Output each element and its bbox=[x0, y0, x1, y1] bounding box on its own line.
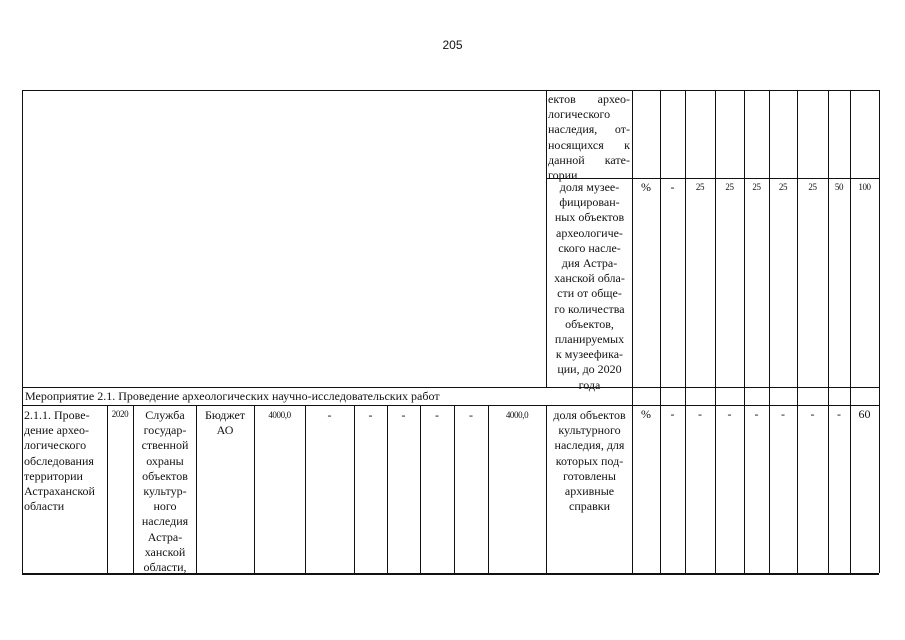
activity-name: Астраханской bbox=[24, 484, 95, 498]
v-rule bbox=[715, 90, 716, 573]
activity-indicator: доля объектов bbox=[553, 408, 626, 422]
executor-text: государ- bbox=[143, 423, 187, 438]
indicator-text: доля музее- bbox=[559, 180, 620, 194]
continuation-text: логического bbox=[548, 107, 611, 122]
value-cell: 100 bbox=[858, 182, 871, 192]
indicator-text: фицирован- bbox=[559, 195, 620, 210]
activity-name: 2.1.1. Прове- bbox=[24, 408, 90, 422]
v-rule bbox=[354, 405, 355, 573]
v-rule bbox=[107, 405, 108, 573]
executor-text: Астра- bbox=[147, 529, 183, 544]
executor-text: наследия bbox=[141, 514, 189, 529]
value-cell: 25 bbox=[725, 182, 734, 192]
activity-indicator: справки bbox=[569, 499, 610, 514]
value-cell: 25 bbox=[808, 182, 817, 192]
year-cell: 2020 bbox=[111, 409, 129, 419]
activity-indicator: готовлены bbox=[563, 468, 616, 483]
executor-text: объектов bbox=[142, 468, 188, 483]
value-cell: - bbox=[698, 407, 702, 421]
v-rule bbox=[254, 405, 255, 573]
v-rule bbox=[454, 405, 455, 573]
value-cell: 25 bbox=[752, 182, 761, 192]
value-cell: - bbox=[670, 180, 675, 194]
v-rule bbox=[769, 90, 770, 573]
v-rule bbox=[22, 90, 23, 573]
year-value-cell: - bbox=[368, 408, 373, 422]
value-cell: - bbox=[670, 407, 675, 421]
executor-text: Служба bbox=[145, 408, 185, 422]
indicator-text: ции, до 2020 bbox=[557, 362, 622, 377]
continuation-text: гории bbox=[548, 168, 578, 182]
indicator-text: археологиче- bbox=[556, 225, 623, 240]
v-rule bbox=[387, 405, 388, 573]
activity-name: обследования bbox=[24, 453, 94, 468]
value-cell: - bbox=[810, 407, 815, 421]
continuation-text: носящихся к bbox=[548, 137, 630, 152]
indicator-text: ского насле- bbox=[558, 240, 621, 255]
activity-name: дение архео- bbox=[24, 423, 89, 438]
indicator-text: к музеефика- bbox=[555, 347, 624, 362]
executor-text: охраны bbox=[146, 453, 184, 468]
indicator-text: ных объектов bbox=[554, 210, 625, 225]
funding-source: Бюджет bbox=[204, 408, 246, 422]
unit-cell: % bbox=[641, 407, 651, 421]
activity-indicator: наследия, для bbox=[554, 438, 625, 453]
v-rule bbox=[828, 90, 829, 573]
year-value-cell: - bbox=[401, 408, 406, 422]
value-cell: - bbox=[781, 407, 785, 421]
h-rule bbox=[22, 90, 879, 91]
indicator-text: планируемых bbox=[554, 332, 625, 346]
h-rule bbox=[22, 387, 879, 388]
activity-indicator: архивные bbox=[564, 484, 615, 498]
unit-cell: % bbox=[641, 180, 651, 194]
v-rule bbox=[660, 90, 661, 573]
indicator-text: го количества bbox=[554, 301, 625, 316]
section-header: Мероприятие 2.1. Проведение археологических научно-исследовательских работ bbox=[25, 389, 440, 403]
v-rule bbox=[850, 90, 851, 573]
year-value-cell: - bbox=[327, 408, 332, 422]
funding-source: АО bbox=[216, 423, 234, 438]
v-rule bbox=[488, 405, 489, 573]
value-cell: - bbox=[837, 407, 841, 421]
value-cell: 60 bbox=[858, 407, 871, 421]
executor-text: ханской bbox=[144, 544, 186, 559]
activity-name: логического bbox=[24, 438, 87, 453]
value-cell: 25 bbox=[695, 182, 705, 192]
v-rule bbox=[420, 405, 421, 573]
v-rule bbox=[797, 90, 798, 573]
year-value-cell: - bbox=[469, 408, 473, 422]
executor-text: области, bbox=[143, 560, 187, 574]
v-rule bbox=[305, 405, 306, 573]
continuation-text: наследия, от- bbox=[548, 122, 630, 137]
value-cell: - bbox=[727, 407, 732, 421]
continuation-text: ектов архео- bbox=[548, 92, 630, 106]
year-value-cell: - bbox=[435, 408, 439, 422]
value-cell: 50 bbox=[834, 182, 844, 192]
executor-text: ного bbox=[153, 499, 177, 514]
activity-indicator: культурного bbox=[558, 423, 621, 438]
v-rule bbox=[744, 90, 745, 573]
v-rule bbox=[546, 90, 547, 387]
last-value-cell: 4000,0 bbox=[505, 410, 529, 420]
v-rule bbox=[685, 90, 686, 573]
indicator-text: объектов, bbox=[565, 316, 614, 331]
h-rule bbox=[22, 405, 879, 406]
activity-name: области bbox=[24, 499, 65, 514]
activity-name: территории bbox=[24, 468, 83, 483]
v-rule bbox=[632, 90, 633, 573]
continuation-text: данной кате- bbox=[548, 152, 630, 167]
total-cell: 4000,0 bbox=[268, 410, 291, 420]
indicator-text: дия Астра- bbox=[561, 256, 618, 270]
activity-indicator: которых под- bbox=[555, 453, 624, 468]
indicator-text: года bbox=[578, 377, 601, 392]
v-rule bbox=[879, 90, 880, 573]
page-number: 205 bbox=[442, 38, 463, 52]
executor-text: культур- bbox=[143, 484, 187, 498]
indicator-text: ханской обла- bbox=[554, 271, 625, 286]
value-cell: 25 bbox=[778, 182, 788, 192]
value-cell: - bbox=[754, 407, 759, 421]
indicator-text: сти от обще- bbox=[557, 286, 622, 301]
executor-text: ственной bbox=[141, 438, 189, 453]
